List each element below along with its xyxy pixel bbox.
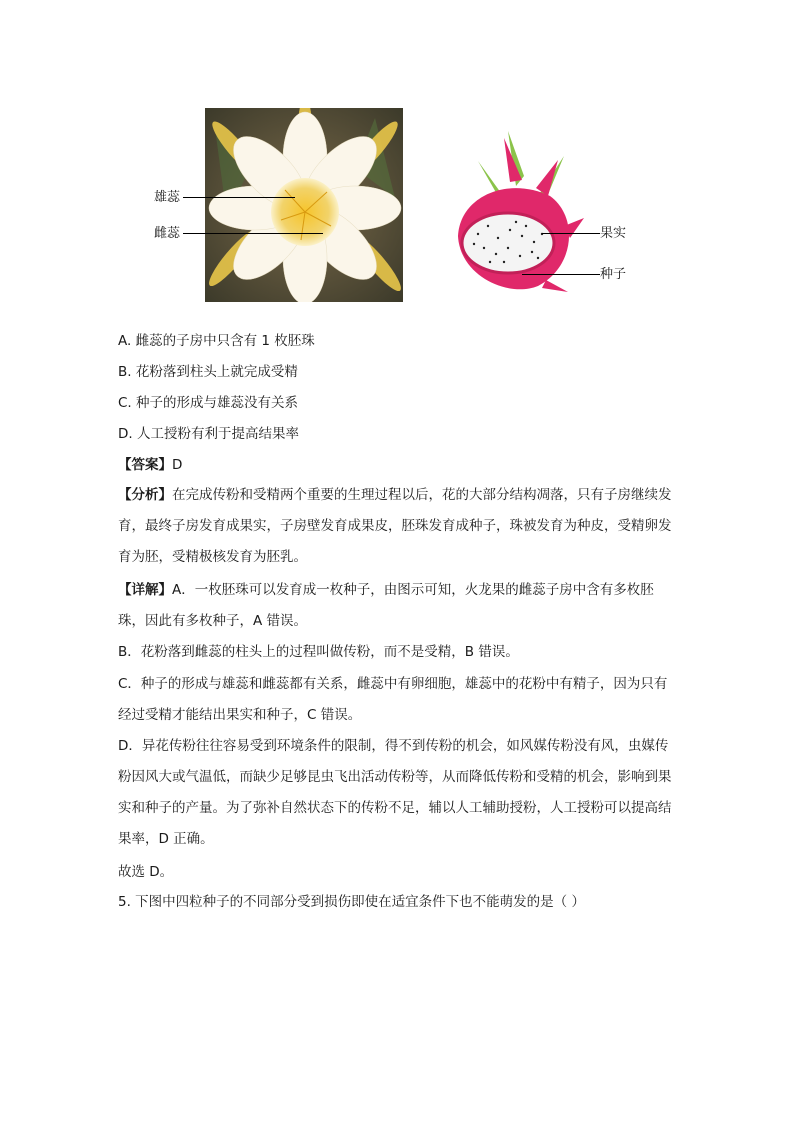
leader-seed — [522, 274, 600, 275]
option-b: B. 花粉落到柱头上就完成受精 — [118, 364, 298, 380]
answer-line — [118, 456, 182, 474]
detail-b-paragraph: B．花粉落到雌蕊的柱头上的过程叫做传粉，而不是受精，B 错误。 — [118, 644, 519, 660]
analysis-paragraph — [118, 480, 678, 573]
leader-fruit — [542, 233, 600, 234]
flower-photo — [205, 108, 403, 302]
leader-stamen — [183, 197, 295, 198]
detail-c-paragraph: C．种子的形成与雄蕊和雌蕊都有关系，雌蕊中有卵细胞，雄蕊中的花粉中有精子，因为只有经过受精才能结出果实和种子，C 错误。 — [118, 676, 668, 723]
detail-a-text: A．一枚胚珠可以发育成一枚种子，由图示可知，火龙果的雌蕊子房中含有多枚胚珠，因此有多枚种子，A 错误。 — [118, 582, 654, 629]
analysis-tag: 【分析】 — [118, 487, 172, 503]
dragon-fruit-photo — [438, 126, 588, 296]
figure — [150, 108, 670, 304]
answer-tag: 【答案】 — [118, 457, 172, 473]
detail-d-paragraph: D．异花传粉往往容易受到环境条件的限制，得不到传粉的机会，如风媒传粉没有风，虫媒传粉因风大或气温低，而缺少足够昆虫飞出活动传粉等，从而降低传粉和受精的机会，影响到果实和种子的产量。为了弥补自然状态下的传粉不足，辅以人工辅助授粉，人工授粉可以提高结果率，D 正确。 — [118, 738, 672, 847]
detail-tag: 【详解】 — [118, 582, 172, 598]
option-a: A. 雌蕊的子房中只含有 1 枚胚珠 — [118, 333, 315, 349]
option-c: C. 种子的形成与雄蕊没有关系 — [118, 395, 299, 411]
detail-a-paragraph — [118, 575, 678, 637]
answer-text: D — [172, 457, 183, 473]
analysis-text: 在完成传粉和受精两个重要的生理过程以后，花的大部分结构凋落，只有子房继续发育，最终子房发育成果实，子房壁发育成果皮，胚珠发育成种子，珠被发育为种皮，受精卵发育为胚，受精极核发育为胚乳。 — [118, 487, 672, 565]
conclusion: 故选 D。 — [118, 864, 174, 880]
next-question: 5. 下图中四粒种子的不同部分受到损伤即使在适宜条件下也不能萌发的是（ ） — [118, 894, 585, 910]
label-stamen: 雄蕊 — [154, 190, 181, 205]
option-d: D. 人工授粉有利于提高结果率 — [118, 426, 299, 442]
label-seed: 种子 — [600, 267, 627, 282]
label-pistil: 雌蕊 — [154, 226, 181, 241]
label-fruit: 果实 — [600, 226, 627, 241]
leader-pistil — [183, 233, 323, 234]
